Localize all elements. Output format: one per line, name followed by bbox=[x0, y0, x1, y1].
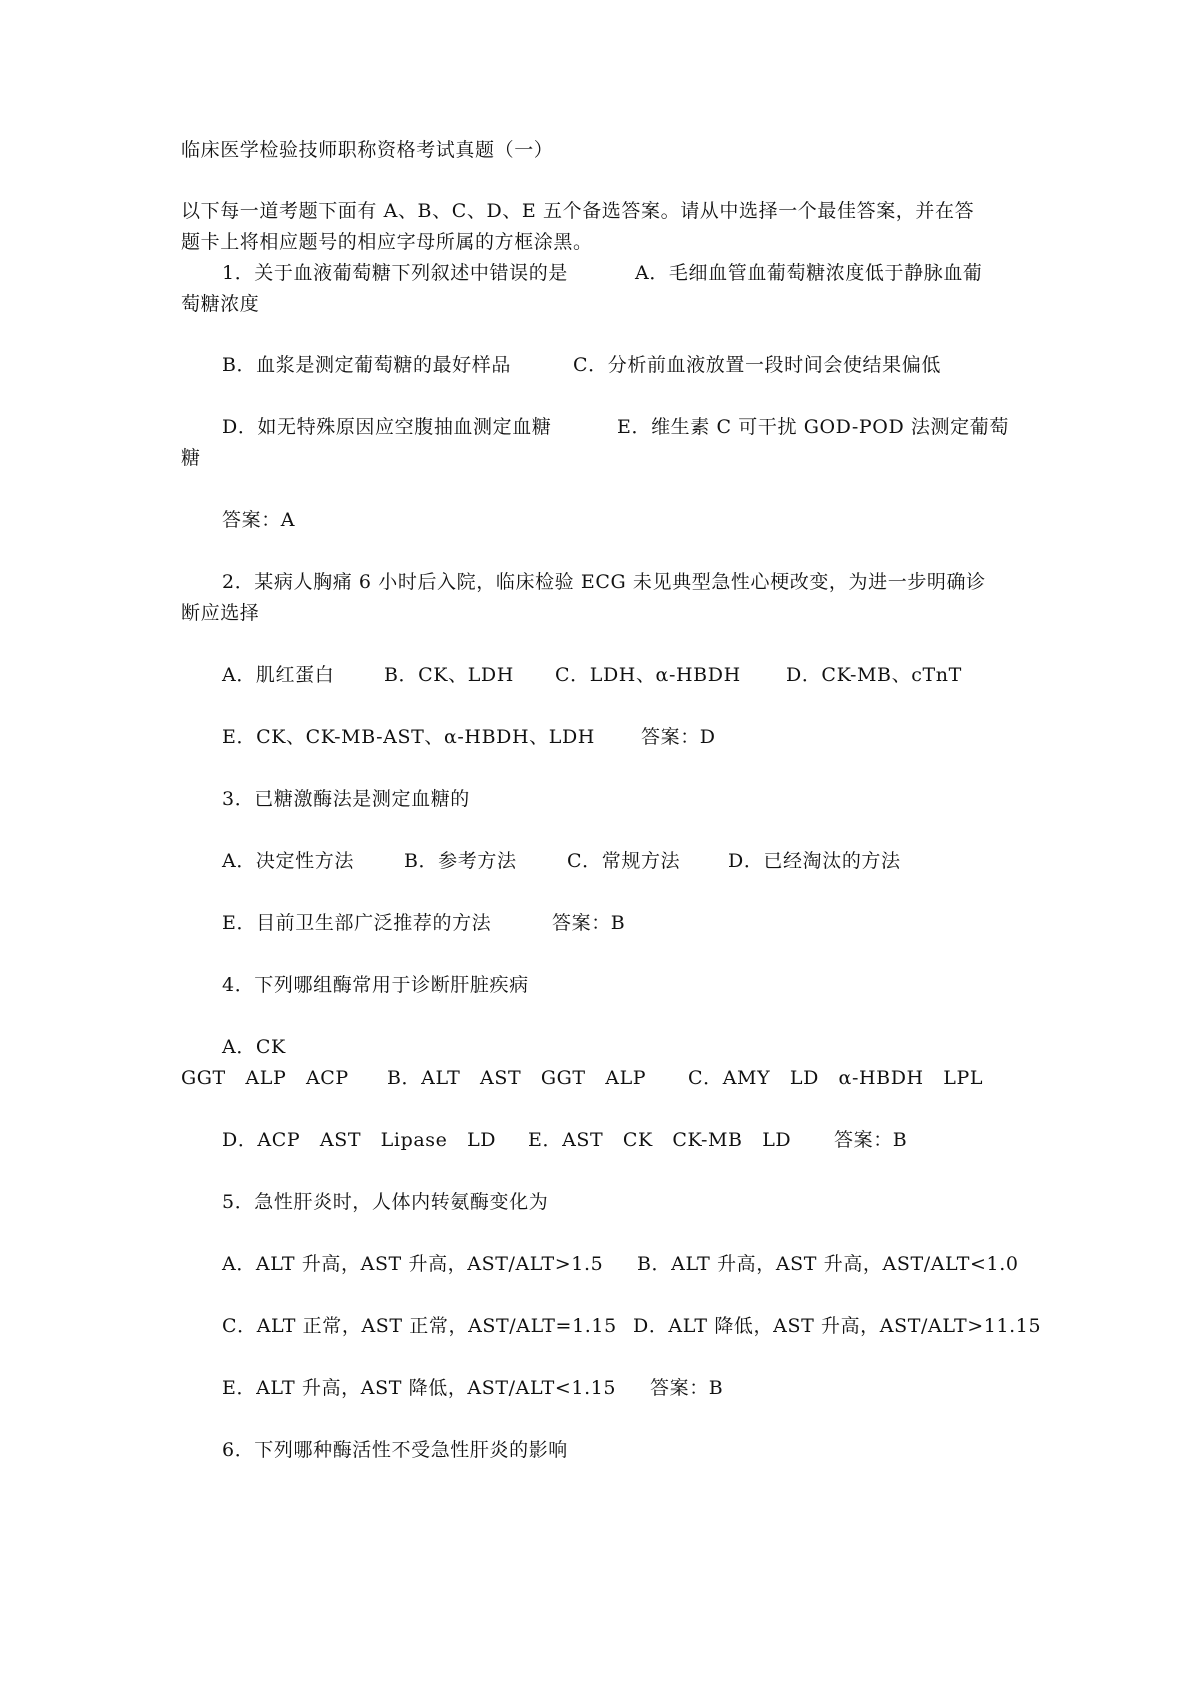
q2-answer: 答案：D bbox=[641, 726, 716, 748]
q4-option-a: A．CK bbox=[222, 1036, 286, 1058]
q2-option-a: A．肌红蛋白 bbox=[222, 664, 335, 686]
q1-answer: 答案：A bbox=[222, 509, 296, 531]
q3-answer: 答案：B bbox=[552, 912, 626, 934]
q4-option-d: D．ACP AST Lipase LD bbox=[222, 1129, 497, 1151]
instructions-line-1: 以下每一道考题下面有 A、B、C、D、E 五个备选答案。请从中选择一个最佳答案，并在答 bbox=[181, 200, 975, 222]
document-title: 临床医学检验技师职称资格考试真题（一） bbox=[181, 139, 554, 161]
q6-stem: 6．下列哪种酶活性不受急性肝炎的影响 bbox=[222, 1439, 568, 1461]
q1-option-c: C．分析前血液放置一段时间会使结果偏低 bbox=[573, 354, 941, 376]
q1-option-b: B．血浆是测定葡萄糖的最好样品 bbox=[222, 354, 511, 376]
q4-option-c: C．AMY LD α-HBDH LPL bbox=[688, 1067, 984, 1089]
q3-stem: 3．已糖激酶法是测定血糖的 bbox=[222, 788, 470, 810]
q4-stem: 4．下列哪组酶常用于诊断肝脏疾病 bbox=[222, 974, 529, 996]
q2-option-b: B．CK、LDH bbox=[384, 664, 514, 686]
q5-option-c: C．ALT 正常，AST 正常，AST/ALT=1.15 bbox=[222, 1315, 617, 1337]
q3-option-c: C．常规方法 bbox=[567, 850, 681, 872]
q2-option-c: C．LDH、α-HBDH bbox=[555, 664, 741, 686]
q1-stem: 1．关于血液葡萄糖下列叙述中错误的是 bbox=[222, 262, 568, 284]
q3-option-e: E．目前卫生部广泛推荐的方法 bbox=[222, 912, 492, 934]
q1-option-d: D．如无特殊原因应空腹抽血测定血糖 bbox=[222, 416, 552, 438]
q5-option-a: A．ALT 升高，AST 升高，AST/ALT>1.5 bbox=[222, 1253, 604, 1275]
q2-option-d: D．CK-MB、cTnT bbox=[786, 664, 962, 686]
q5-option-d: D．ALT 降低，AST 升高，AST/ALT>11.15 bbox=[633, 1315, 1042, 1337]
instructions-line-2: 题卡上将相应题号的相应字母所属的方框涂黑。 bbox=[181, 231, 593, 253]
q2-stem: 2．某病人胸痛 6 小时后入院，临床检验 ECG 未见典型急性心梗改变，为进一步明确诊 bbox=[222, 571, 986, 593]
q5-answer: 答案：B bbox=[650, 1377, 724, 1399]
q4-option-b: B．ALT AST GGT ALP bbox=[387, 1067, 647, 1089]
q3-option-b: B．参考方法 bbox=[404, 850, 517, 872]
q5-option-b: B．ALT 升高，AST 升高，AST/ALT<1.0 bbox=[637, 1253, 1019, 1275]
q4-answer: 答案：B bbox=[834, 1129, 908, 1151]
q1-option-e: E．维生素 C 可干扰 GOD-POD 法测定葡萄 bbox=[617, 416, 1009, 438]
q1-option-e-continued: 糖 bbox=[181, 447, 201, 469]
q5-option-e: E．ALT 升高，AST 降低，AST/ALT<1.15 bbox=[222, 1377, 617, 1399]
q3-option-d: D．已经淘汰的方法 bbox=[728, 850, 901, 872]
q3-option-a: A．决定性方法 bbox=[222, 850, 354, 872]
q2-stem-continued: 断应选择 bbox=[181, 602, 260, 624]
q2-option-e: E．CK、CK-MB-AST、α-HBDH、LDH bbox=[222, 726, 595, 748]
q1-option-a: A．毛细血管血葡萄糖浓度低于静脉血葡 bbox=[635, 262, 983, 284]
q4-option-e: E．AST CK CK-MB LD bbox=[528, 1129, 792, 1151]
q5-stem: 5．急性肝炎时，人体内转氨酶变化为 bbox=[222, 1191, 549, 1213]
q1-option-a-continued: 萄糖浓度 bbox=[181, 293, 260, 315]
q4-option-a-continued: GGT ALP ACP bbox=[181, 1067, 349, 1089]
